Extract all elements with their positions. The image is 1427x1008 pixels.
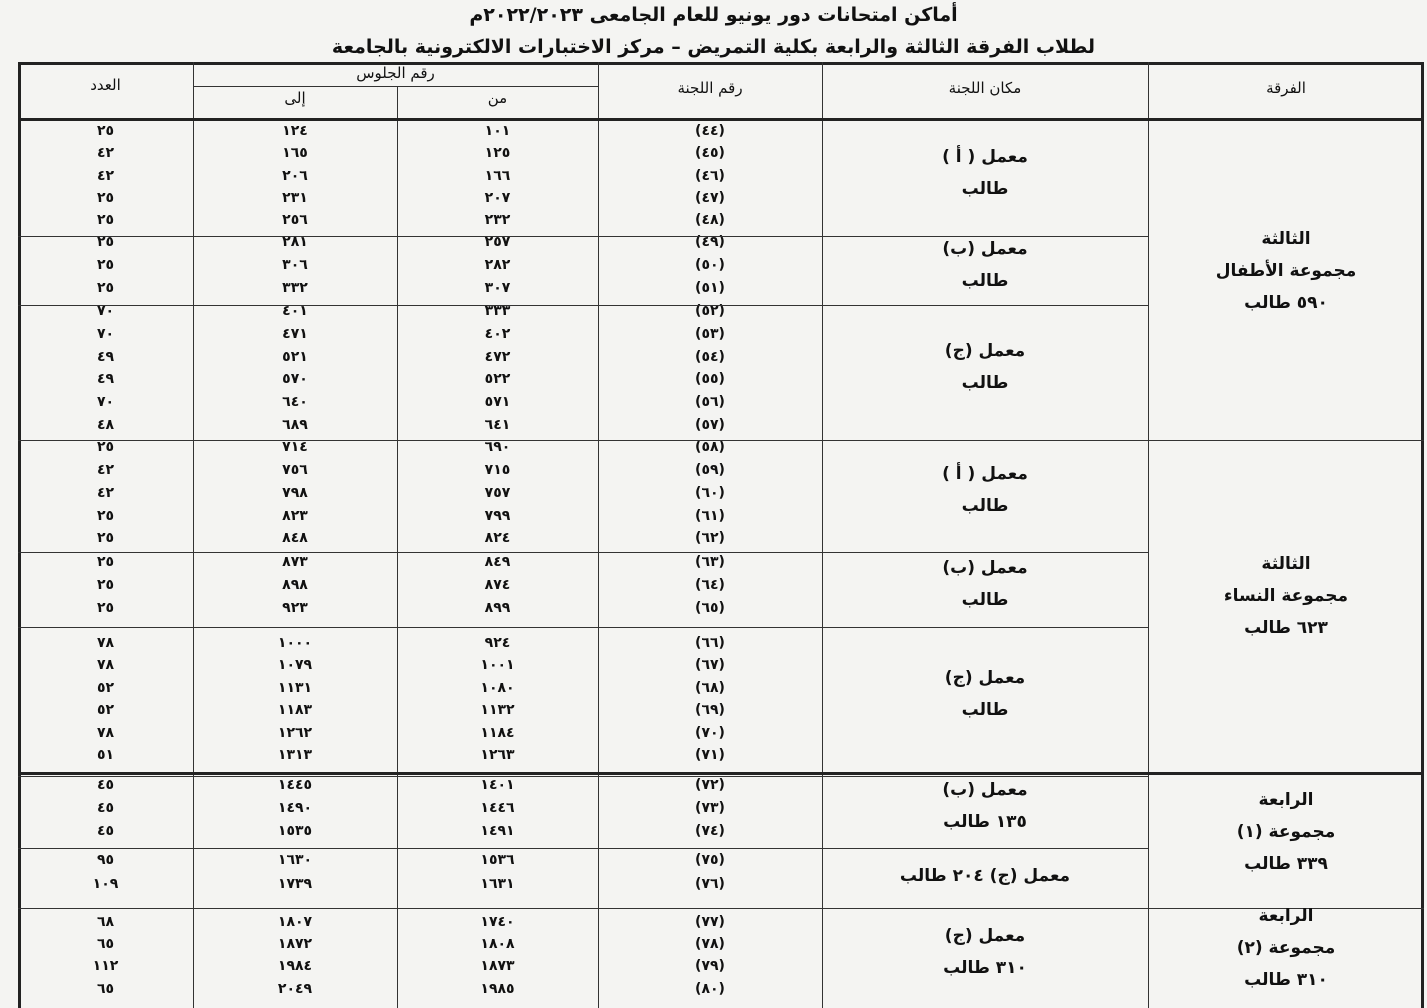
header-committee-number: رقم اللجنة [677,79,743,97]
group-name: الرابعة [1258,906,1314,926]
row-committee: (٦٥) [695,600,725,616]
row-count: ٢٥ [96,600,115,616]
location-sublabel: ٣١٠ طالب [943,958,1027,978]
row-committee: (٧٥) [695,852,725,868]
block-divider [18,776,1148,777]
row-committee: (٥٧) [695,417,725,433]
row-seat-to: ١٣١٣ [277,747,313,763]
document-title: أماكن امتحانات دور يونيو للعام الجامعى ٢٠٢٢/٢٠٢٣م [469,4,958,26]
row-seat-to: ٧٩٨ [282,485,308,501]
row-seat-from: ٧١٥ [484,462,511,478]
header-group: الفرقة [1266,79,1306,97]
row-committee: (٥٣) [695,326,725,342]
row-seat-to: ١٧٣٩ [277,876,313,892]
row-committee: (٥٤) [695,349,725,365]
row-seat-from: ١٦٦ [484,168,511,184]
row-seat-from: ٢٠٧ [484,190,511,206]
location-label: معمل (ب) [942,238,1028,259]
row-seat-from: ١٤٤٦ [480,800,515,816]
location-label: معمل (ب) [942,780,1028,800]
row-committee: (٧٨) [695,936,725,952]
row-seat-from: ٥٢٢ [484,371,511,387]
group-subname: مجموعة النساء [1223,586,1349,606]
row-seat-to: ٢٥٦ [282,212,308,228]
block-divider [18,305,1148,306]
header-seat-number: رقم الجلوس [356,64,435,82]
row-count: ٧٨ [96,635,115,651]
row-committee: (٤٧) [695,190,725,206]
group-name: الثالثة [1261,554,1311,574]
row-seat-from: ٩٢٤ [484,635,511,651]
row-seat-from: ٨٢٤ [484,530,511,546]
block-divider [18,552,1148,553]
location-sublabel: طالب [961,270,1009,291]
row-count: ٢٥ [96,530,115,546]
row-seat-from: ٦٩٠ [484,439,511,455]
row-committee: (٥٢) [695,303,725,319]
row-committee: (٥٩) [695,462,725,478]
location-sublabel: طالب [961,179,1009,199]
row-committee: (٥٥) [695,371,725,387]
location-sublabel: طالب [961,372,1009,393]
location-sublabel: ١٣٥ طالب [943,812,1027,832]
row-committee: (٧١) [695,747,725,763]
row-committee: (٨٠) [695,981,725,997]
row-count: ٤٥ [96,777,115,793]
location-label: معمل ( أ ) [942,464,1028,484]
row-count: ٢٥ [96,554,115,570]
row-seat-to: ٨٢٣ [282,508,308,524]
row-count: ٧٠ [96,303,115,319]
group-name: الثالثة [1261,229,1311,249]
row-count: ٦٨ [96,914,115,930]
row-count: ٤٥ [96,823,115,839]
row-seat-from: ١١٨٤ [480,725,515,741]
row-count: ٢٥ [96,190,115,206]
row-count: ٥٢ [96,680,115,696]
row-seat-from: ١٨٠٨ [480,936,515,952]
row-seat-to: ٩٢٣ [282,600,308,616]
row-seat-from: ٧٥٧ [484,485,511,501]
row-count: ٤٢ [96,145,115,161]
row-seat-to: ٥٧٠ [282,371,308,387]
row-count: ٢٥ [96,280,115,296]
row-count: ٢٥ [96,234,115,250]
header-location: مكان اللجنة [948,79,1022,97]
row-seat-from: ١٩٨٥ [480,981,515,997]
row-seat-to: ٨٤٨ [282,530,308,546]
row-committee: (٦١) [695,508,725,524]
row-committee: (٦٤) [695,577,725,593]
group-total: ٣٣٩ طالب [1244,854,1328,874]
row-count: ٦٥ [96,981,115,997]
row-seat-to: ٧٥٦ [282,462,308,478]
row-count: ٤٢ [96,485,115,501]
row-seat-to: ١٤٩٠ [277,800,313,816]
row-seat-to: ١٢٦٢ [277,725,313,741]
row-seat-to: ٢٠٦ [282,168,308,184]
row-committee: (٧٩) [695,958,725,974]
row-seat-from: ١٢٦٣ [480,747,515,763]
document-subtitle: لطلاب الفرقة الثالثة والرابعة بكلية التمريض – مركز الاختبارات الالكترونية بالجامعة [331,36,1096,58]
row-count: ١٠٩ [92,876,119,892]
row-seat-to: ٣٠٦ [282,257,308,273]
row-seat-from: ١٦٣١ [480,876,515,892]
row-seat-from: ١٠٠١ [480,657,515,673]
group-divider [18,772,1424,775]
row-seat-from: ٣٣٣ [484,303,511,319]
row-seat-from: ١٢٥ [484,145,511,161]
row-committee: (٤٥) [695,145,725,161]
row-seat-to: ١٨٠٧ [277,914,313,930]
row-committee: (٦٧) [695,657,725,673]
row-count: ٢٥ [96,257,115,273]
row-seat-to: ١٥٣٥ [277,823,313,839]
row-count: ٤٢ [96,462,115,478]
block-divider [18,908,1148,909]
row-count: ٧٨ [96,725,115,741]
row-seat-from: ٢٥٧ [484,234,511,250]
group-subname: مجموعة (٢) [1236,938,1336,958]
location-label: معمل (ج) ٢٠٤ طالب [899,866,1071,886]
row-committee: (٤٩) [695,234,725,250]
row-committee: (٥٠) [695,257,725,273]
row-count: ٧٠ [96,394,115,410]
row-seat-from: ٢٣٢ [484,212,511,228]
row-seat-from: ١٥٣٦ [480,852,515,868]
row-seat-to: ٤٠١ [282,303,308,319]
column-divider [822,62,823,1008]
row-committee: (٦٠) [695,485,725,501]
group-subname: مجموعة الأطفال [1215,261,1357,281]
row-committee: (٤٦) [695,168,725,184]
row-seat-to: ١٦٥ [282,145,308,161]
row-seat-to: ٦٤٠ [282,394,308,410]
row-seat-from: ٣٠٧ [484,280,511,296]
row-count: ٢٥ [96,212,115,228]
location-sublabel: طالب [961,699,1009,720]
location-label: معمل (ج) [944,926,1026,946]
location-label: معمل (ب) [942,557,1028,578]
row-seat-to: ٦٨٩ [282,417,308,433]
group-total: ٦٢٣ طالب [1244,618,1328,638]
row-count: ٧٠ [96,326,115,342]
header-count: العدد [90,76,121,94]
row-seat-to: ١٠٠٠ [277,635,313,651]
row-seat-to: ٥٢١ [282,349,308,365]
row-seat-from: ١٨٧٣ [480,958,515,974]
row-seat-to: ١٩٨٤ [277,958,313,974]
header-divider [193,86,598,87]
row-seat-from: ٨٤٩ [484,554,511,570]
row-seat-from: ٢٨٢ [484,257,511,273]
row-seat-from: ١٤٠١ [480,777,515,793]
row-seat-from: ١٠٨٠ [480,680,515,696]
row-seat-to: ١٢٤ [282,123,308,139]
row-seat-to: ١٠٧٩ [277,657,313,673]
row-committee: (٧٦) [695,876,725,892]
block-divider [18,236,1148,237]
row-seat-from: ١٤٩١ [480,823,515,839]
row-seat-from: ٦٤١ [484,417,511,433]
row-committee: (٥٨) [695,439,725,455]
row-committee: (٧٧) [695,914,725,930]
row-count: ٦٥ [96,936,115,952]
group-total: ٣١٠ طالب [1244,970,1328,990]
row-seat-to: ١٨٧٢ [277,936,313,952]
row-seat-from: ٧٩٩ [484,508,511,524]
row-seat-from: ١٧٤٠ [480,914,515,930]
block-divider [18,627,1148,628]
row-seat-to: ٢٣١ [282,190,308,206]
row-committee: (٥٦) [695,394,725,410]
row-seat-from: ٨٩٩ [484,600,511,616]
row-committee: (٧٤) [695,823,725,839]
row-seat-to: ١١٣١ [277,680,313,696]
group-total: ٥٩٠ طالب [1244,293,1328,313]
row-committee: (٦٩) [695,702,725,718]
header-from: من [487,89,508,107]
row-seat-from: ٨٧٤ [484,577,511,593]
row-committee: (٧٢) [695,777,725,793]
row-count: ٤٩ [96,349,115,365]
group-subname: مجموعة (١) [1236,822,1336,842]
row-seat-to: ١١٨٣ [277,702,313,718]
row-committee: (٥١) [695,280,725,296]
block-divider [18,848,1148,849]
row-count: ٤٢ [96,168,115,184]
location-label: معمل (ج) [944,667,1026,688]
location-sublabel: طالب [961,496,1009,516]
row-seat-to: ٢٠٤٩ [277,981,313,997]
row-seat-to: ٢٨١ [282,234,308,250]
row-committee: (٧٠) [695,725,725,741]
row-seat-to: ٣٣٢ [282,280,308,296]
row-count: ٥٢ [96,702,115,718]
row-count: ٢٥ [96,123,115,139]
row-seat-to: ١٤٤٥ [277,777,313,793]
header-bottom-border [18,118,1424,121]
row-seat-from: ١٠١ [484,123,511,139]
row-committee: (٤٤) [695,123,725,139]
row-seat-from: ٥٧١ [484,394,511,410]
row-committee: (٦٣) [695,554,725,570]
row-count: ٢٥ [96,577,115,593]
location-label: معمل ( أ ) [942,147,1028,167]
row-committee: (٤٨) [695,212,725,228]
row-count: ٢٥ [96,439,115,455]
row-seat-to: ٨٩٨ [282,577,308,593]
row-seat-to: ٨٧٣ [282,554,308,570]
row-count: ٤٥ [96,800,115,816]
row-seat-to: ٤٧١ [282,326,308,342]
row-committee: (٦٢) [695,530,725,546]
row-count: ١١٢ [92,958,119,974]
row-seat-to: ٧١٤ [282,439,308,455]
location-label: معمل (ج) [944,340,1026,361]
row-committee: (٦٨) [695,680,725,696]
row-count: ٢٥ [96,508,115,524]
row-count: ٤٨ [96,417,115,433]
row-count: ٩٥ [96,852,115,868]
row-count: ٤٩ [96,371,115,387]
row-count: ٧٨ [96,657,115,673]
block-divider [18,440,1148,441]
row-count: ٥١ [96,747,115,763]
row-seat-from: ٤٧٢ [484,349,511,365]
row-committee: (٦٦) [695,635,725,651]
row-seat-to: ١٦٣٠ [277,852,313,868]
row-committee: (٧٣) [695,800,725,816]
group-name: الرابعة [1258,790,1314,810]
location-sublabel: طالب [961,589,1009,610]
row-seat-from: ١١٣٢ [480,702,515,718]
row-seat-from: ٤٠٢ [484,326,511,342]
header-to: إلى [284,89,306,107]
group-divider [1148,440,1424,441]
